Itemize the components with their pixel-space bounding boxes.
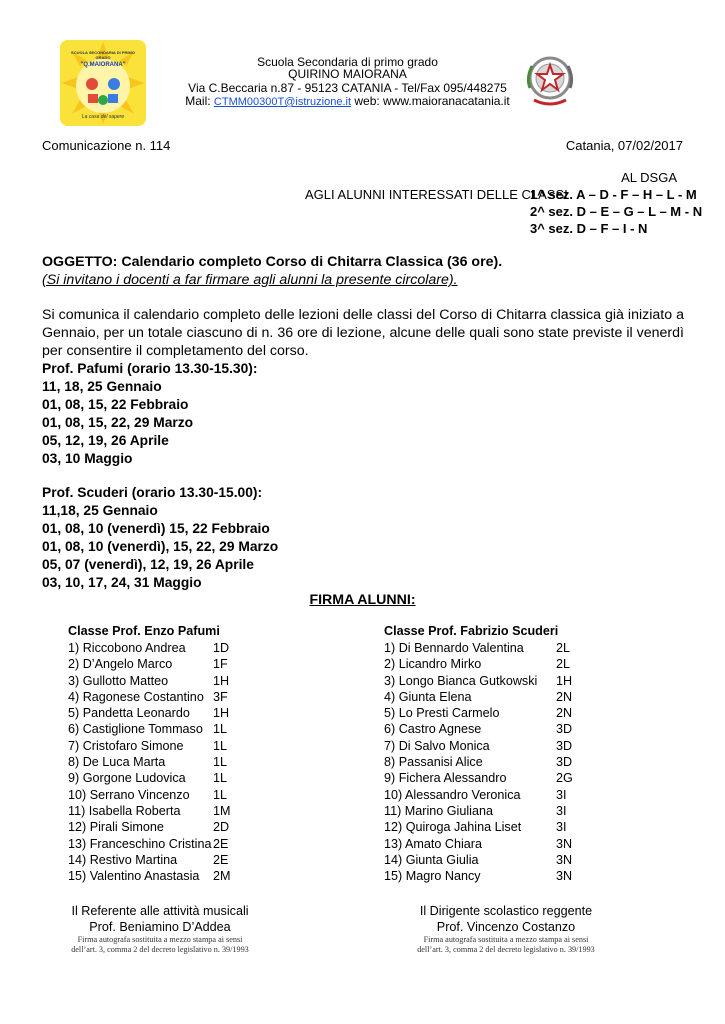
student-row [384, 754, 584, 770]
signer-role: Il Referente alle attività musicali [71, 904, 249, 918]
student-class: 1H [556, 673, 573, 688]
student-class: 1H [213, 706, 230, 721]
logo-text-bottom: La casa del sapere [81, 114, 125, 120]
place-date: Catania, 07/02/2017 [565, 138, 683, 153]
student-name: 1) Riccobono Andrea [68, 641, 186, 655]
student-row [384, 803, 584, 819]
schedule-date: 11,18, 25 Gennaio [42, 503, 158, 518]
student-name: 10) Serrano Vincenzo [68, 787, 190, 802]
student-row [384, 819, 584, 835]
student-name: 3) Gullotto Matteo [68, 673, 169, 688]
recipient-class-2: 2^ sez. D – E – G – L – M - N [530, 204, 703, 219]
student-class: 3N [556, 836, 573, 851]
signer-referente [52, 903, 268, 955]
student-class: 2N [556, 706, 573, 721]
student-name: 14) Restivo Martina [68, 852, 178, 867]
student-name: 3) Longo Bianca Gutkowski [384, 673, 538, 688]
student-row [384, 738, 584, 754]
recipient-class-3: 3^ sez. D – F – I - N [530, 221, 648, 236]
student-row [68, 803, 268, 819]
communication-number: Comunicazione n. 114 [42, 138, 171, 153]
student-row [68, 770, 268, 786]
header-school-name: QUIRINO MAIORANA [288, 67, 407, 81]
schedule-date: 03, 10, 17, 24, 31 Maggio [42, 575, 202, 590]
student-row [384, 656, 584, 672]
signer-name: Prof. Vincenzo Costanzo [436, 920, 576, 934]
student-row [68, 640, 268, 656]
student-name: 13) Franceschino Cristina [68, 836, 212, 851]
student-class: 1F [213, 657, 228, 672]
class-list-scuderi [384, 623, 584, 884]
mail-link[interactable]: CTMM00300T@istruzione.it [213, 96, 352, 108]
student-row [384, 705, 584, 721]
signer-dirigente [398, 903, 614, 955]
schedule-date: 01, 08, 15, 22 Febbraio [42, 397, 189, 412]
logo-text-top: SCUOLA SECONDARIA DI PRIMO GRADO [71, 50, 135, 60]
student-row [68, 754, 268, 770]
student-class: 1L [213, 787, 228, 802]
student-name: 14) Giunta Giulia [384, 852, 479, 867]
signer-note: Firma autografa sostituita a mezzo stampa ai sensi [77, 935, 243, 944]
school-logo [60, 40, 146, 126]
student-class: 2D [213, 820, 230, 835]
student-name: 8) Passanisi Alice [384, 755, 483, 770]
student-row [68, 738, 268, 754]
student-row [68, 673, 268, 689]
schedule-date: 05, 12, 19, 26 Aprile [42, 433, 169, 448]
schedule-scuderi [42, 484, 278, 592]
schedule-teacher: Prof. Scuderi (orario 13.30-15.00): [42, 485, 263, 500]
signatures-title-text: FIRMA ALUNNI: [309, 592, 416, 608]
student-name: 15) Valentino Anastasia [68, 869, 200, 884]
recipient-dsga: AL DSGA [621, 170, 677, 185]
student-class: 1H [213, 673, 230, 688]
header-contacts [160, 94, 535, 110]
student-class: 3D [556, 755, 573, 770]
student-row [68, 852, 268, 868]
student-name: 7) Di Salvo Monica [384, 738, 490, 753]
student-class: 3D [556, 722, 573, 737]
student-row [68, 705, 268, 721]
student-class: 1L [213, 738, 228, 753]
student-name: 7) Cristofaro Simone [68, 738, 184, 753]
header-address: Via C.Beccaria n.87 - 95123 CATANIA - Tel/Fax 095/448275 [188, 81, 507, 95]
student-name: 9) Gorgone Ludovica [68, 771, 186, 786]
student-name: 5) Pandetta Leonardo [68, 706, 190, 721]
student-name: 4) Ragonese Costantino [68, 689, 204, 704]
class-list-pafumi [68, 623, 268, 884]
student-class: 3I [556, 820, 567, 835]
student-row [384, 689, 584, 705]
recipient-intro: AGLI ALUNNI INTERESSATI DELLE CLASSI [305, 187, 568, 202]
signatures-title [0, 591, 725, 609]
logo-text-name: "Q.MAIORANA" [80, 62, 126, 68]
student-name: 5) Lo Presti Carmelo [384, 706, 500, 721]
schedule-date: 01, 08, 15, 22, 29 Marzo [42, 415, 194, 430]
student-class: 1L [213, 771, 228, 786]
schedule-date: 03, 10 Maggio [42, 451, 133, 466]
subject-note: (Si invitano i docenti a far firmare agli alunni la presente circolare). [42, 272, 458, 288]
schedule-date: 01, 08, 10 (venerdì), 15, 22, 29 Marzo [42, 539, 279, 554]
student-row [384, 836, 584, 852]
signer-note: Firma autografa sostituita a mezzo stampa ai sensi [423, 935, 589, 944]
mail-label: Mail: [185, 94, 214, 108]
web-text: web: www.maioranacatania.it [351, 94, 510, 108]
student-class: 2G [556, 771, 573, 786]
student-row [68, 787, 268, 803]
student-class: 3I [556, 803, 567, 818]
student-class: 1M [213, 803, 231, 818]
student-row [384, 721, 584, 737]
student-name: 6) Castiglione Tommaso [68, 722, 203, 737]
student-class: 3F [213, 689, 228, 704]
student-name: 12) Pirali Simone [68, 820, 164, 835]
student-class: 2M [213, 869, 231, 884]
subject-title: OGGETTO: Calendario completo Corso di Chitarra Classica (36 ore). [42, 254, 503, 270]
student-class: 3N [556, 869, 573, 884]
student-class: 2E [213, 852, 229, 867]
student-name: 6) Castro Agnese [384, 722, 482, 737]
student-name: 13) Amato Chiara [384, 836, 483, 851]
schedule-pafumi [42, 360, 257, 468]
student-class: 3D [556, 738, 573, 753]
signer-note: dell’art. 3, comma 2 del decreto legislativo n. 39/1993 [417, 945, 595, 954]
schedule-date: 11, 18, 25 Gennaio [42, 379, 162, 394]
student-name: 2) D’Angelo Marco [68, 657, 173, 672]
student-row [384, 640, 584, 656]
header-school-line: Scuola Secondaria di primo grado [257, 55, 438, 69]
student-class: 2E [213, 836, 229, 851]
student-name: 15) Magro Nancy [384, 869, 481, 884]
recipient-class-1: 1^ sez. A – D - F – H – L - M [530, 187, 697, 202]
student-class: 2L [556, 657, 571, 672]
student-row [68, 721, 268, 737]
schedule-teacher: Prof. Pafumi (orario 13.30-15.30): [42, 361, 258, 376]
student-row [384, 852, 584, 868]
student-name: 8) De Luca Marta [68, 755, 166, 770]
student-row [68, 689, 268, 705]
student-name: 1) Di Bennardo Valentina [384, 641, 524, 655]
student-class: 2N [556, 689, 573, 704]
student-name: 9) Fichera Alessandro [384, 771, 507, 786]
student-name: 10) Alessandro Veronica [384, 787, 521, 802]
student-class: 2L [556, 641, 571, 655]
schedule-date: 01, 08, 10 (venerdì) 15, 22 Febbraio [42, 521, 270, 536]
student-row [68, 819, 268, 835]
student-row [384, 868, 584, 884]
signer-role: Il Dirigente scolastico reggente [419, 904, 593, 918]
student-class: 3I [556, 787, 567, 802]
class-heading: Classe Prof. Fabrizio Scuderi [384, 624, 559, 638]
student-row [384, 787, 584, 803]
class-heading: Classe Prof. Enzo Pafumi [68, 624, 220, 638]
student-name: 2) Licandro Mirko [384, 657, 482, 672]
student-name: 12) Quiroga Jahina Liset [384, 820, 522, 835]
student-name: 11) Isabella Roberta [68, 803, 181, 818]
schedule-date: 05, 07 (venerdì), 12, 19, 26 Aprile [42, 557, 254, 572]
student-row [384, 673, 584, 689]
signer-note: dell’art. 3, comma 2 del decreto legislativo n. 39/1993 [71, 945, 249, 954]
student-row [68, 836, 268, 852]
body-paragraph: Si comunica il calendario completo delle lezioni delle classi del Corso di Chitarra classica già iniziato a Gennaio, per un totale ciascuno di n. 36 ore di lezione, alcune delle quali sono state previste il venerdì per consentire il completamento del corso. [42, 307, 684, 359]
student-row [68, 656, 268, 672]
student-name: 11) Marino Giuliana [384, 803, 493, 818]
signer-name: Prof. Beniamino D’Addea [89, 920, 231, 934]
student-class: 1L [213, 722, 228, 737]
student-class: 1L [213, 755, 228, 770]
student-row [68, 868, 268, 884]
student-class: 3N [556, 852, 573, 867]
student-class: 1D [213, 641, 230, 655]
student-row [384, 770, 584, 786]
student-name: 4) Giunta Elena [384, 689, 472, 704]
